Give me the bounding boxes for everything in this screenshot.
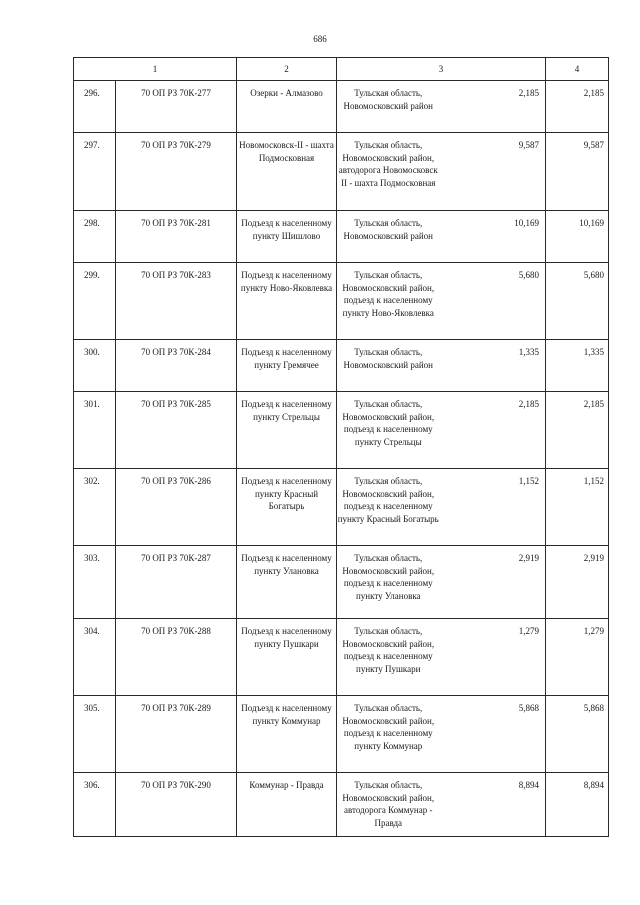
road-length-total: 8,894 [546, 773, 609, 837]
road-length-total: 5,868 [546, 696, 609, 773]
road-length: 5,868 [440, 696, 546, 773]
road-length-total: 1,152 [546, 469, 609, 546]
row-number: 298. [74, 211, 116, 263]
row-number: 302. [74, 469, 116, 546]
road-code: 70 ОП РЗ 70К-288 [116, 619, 237, 696]
road-location: Тульская область, Новомосковский район [337, 211, 440, 263]
road-location: Тульская область, Новомосковский район, подъезд к населенному пункту Пушкари [337, 619, 440, 696]
road-location: Тульская область, Новомосковский район, подъезд к населенному пункту Красный Богатырь [337, 469, 440, 546]
road-name: Подъезд к населенному пункту Улановка [237, 546, 337, 619]
row-number: 303. [74, 546, 116, 619]
road-length: 2,919 [440, 546, 546, 619]
row-number: 299. [74, 263, 116, 340]
road-location: Тульская область, Новомосковский район [337, 340, 440, 392]
row-number: 306. [74, 773, 116, 837]
row-number: 296. [74, 81, 116, 133]
road-location: Тульская область, Новомосковский район, подъезд к населенному пункту Коммунар [337, 696, 440, 773]
row-number: 297. [74, 133, 116, 211]
road-length: 5,680 [440, 263, 546, 340]
road-length-total: 2,185 [546, 392, 609, 469]
table-row [74, 469, 609, 546]
page-number: 686 [313, 34, 327, 44]
road-length-total: 9,587 [546, 133, 609, 211]
table-header-row [74, 58, 609, 81]
road-location: Тульская область, Новомосковский район, автодорога Коммунар - Правда [337, 773, 440, 837]
road-length: 8,894 [440, 773, 546, 837]
road-name: Подъезд к населенному пункту Ново-Яковлевка [237, 263, 337, 340]
road-code: 70 ОП РЗ 70К-281 [116, 211, 237, 263]
road-name: Коммунар - Правда [237, 773, 337, 837]
road-name: Подъезд к населенному пункту Шишлово [237, 211, 337, 263]
road-length: 2,185 [440, 392, 546, 469]
road-code: 70 ОП РЗ 70К-277 [116, 81, 237, 133]
row-number: 304. [74, 619, 116, 696]
road-code: 70 ОП РЗ 70К-286 [116, 469, 237, 546]
road-location: Тульская область, Новомосковский район, подъезд к населенному пункту Ново-Яковлевка [337, 263, 440, 340]
road-length: 2,185 [440, 81, 546, 133]
road-name: Подъезд к населенному пункту Стрельцы [237, 392, 337, 469]
road-name: Новомосковск-II - шахта Подмосковная [237, 133, 337, 211]
road-name: Подъезд к населенному пункту Коммунар [237, 696, 337, 773]
table-row [74, 340, 609, 392]
road-length-total: 2,919 [546, 546, 609, 619]
row-number: 300. [74, 340, 116, 392]
road-length-total: 1,279 [546, 619, 609, 696]
road-location: Тульская область, Новомосковский район [337, 81, 440, 133]
road-length-total: 1,335 [546, 340, 609, 392]
road-length: 1,335 [440, 340, 546, 392]
road-name: Подъезд к населенному пункту Красный Богатырь [237, 469, 337, 546]
table-row [74, 211, 609, 263]
table-row [74, 392, 609, 469]
table-row [74, 263, 609, 340]
road-name: Озерки - Алмазово [237, 81, 337, 133]
road-location: Тульская область, Новомосковский район, автодорога Новомосковск II - шахта Подмосковная [337, 133, 440, 211]
row-number: 301. [74, 392, 116, 469]
table-row [74, 773, 609, 837]
road-code: 70 ОП РЗ 70К-289 [116, 696, 237, 773]
table-row [74, 133, 609, 211]
road-length-total: 5,680 [546, 263, 609, 340]
road-length: 1,152 [440, 469, 546, 546]
road-code: 70 ОП РЗ 70К-287 [116, 546, 237, 619]
header-col-1: 1 [74, 58, 237, 81]
road-length: 9,587 [440, 133, 546, 211]
road-code: 70 ОП РЗ 70К-290 [116, 773, 237, 837]
table-row [74, 619, 609, 696]
road-length: 1,279 [440, 619, 546, 696]
table-row [74, 546, 609, 619]
road-length-total: 10,169 [546, 211, 609, 263]
road-location: Тульская область, Новомосковский район, подъезд к населенному пункту Стрельцы [337, 392, 440, 469]
road-code: 70 ОП РЗ 70К-284 [116, 340, 237, 392]
road-name: Подъезд к населенному пункту Пушкари [237, 619, 337, 696]
table-row [74, 696, 609, 773]
road-length: 10,169 [440, 211, 546, 263]
header-col-3: 3 [337, 58, 546, 81]
road-location: Тульская область, Новомосковский район, подъезд к населенному пункту Улановка [337, 546, 440, 619]
row-number: 305. [74, 696, 116, 773]
table-row [74, 81, 609, 133]
header-col-2: 2 [237, 58, 337, 81]
road-code: 70 ОП РЗ 70К-279 [116, 133, 237, 211]
roads-table [73, 57, 609, 837]
road-length-total: 2,185 [546, 81, 609, 133]
road-code: 70 ОП РЗ 70К-285 [116, 392, 237, 469]
road-code: 70 ОП РЗ 70К-283 [116, 263, 237, 340]
header-col-4: 4 [546, 58, 609, 81]
road-name: Подъезд к населенному пункту Гремячее [237, 340, 337, 392]
